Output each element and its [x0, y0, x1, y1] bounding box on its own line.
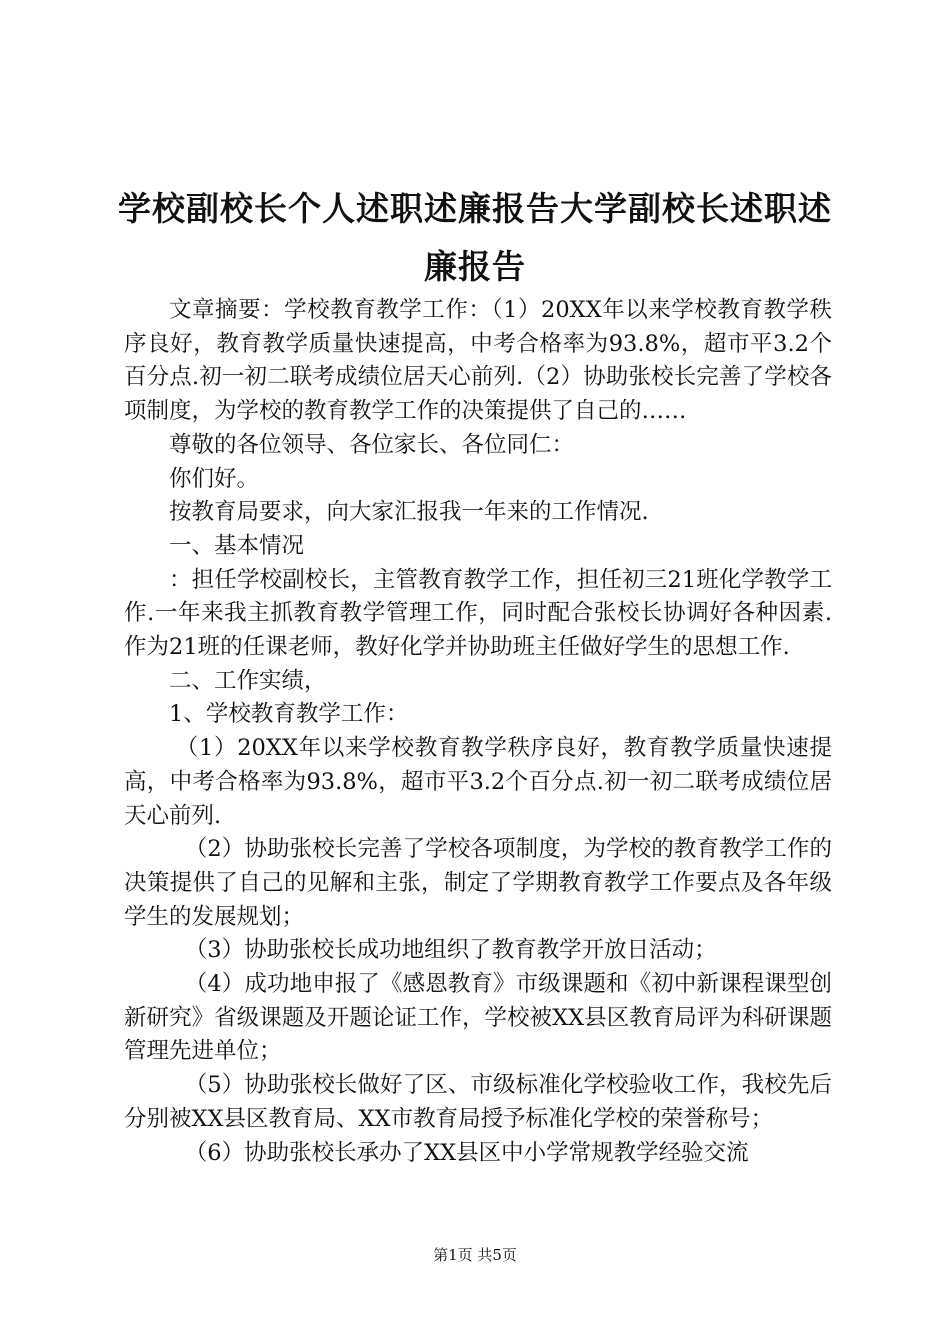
list-item: （5）协助张校长做好了区、市级标准化学校验收工作，我校先后分别被XX县区教育局、XX市教育局授予标准化学校的荣誉称号； [124, 1072, 832, 1132]
list-item: （4）成功地申报了《感恩教育》市级课题和《初中新课程课型创新研究》省级课题及开题论证工作，学校被XX县区教育局评为科研课题管理先进单位； [124, 971, 832, 1065]
page-footer: 第1页 共5页 [433, 1246, 517, 1264]
basic-info-paragraph: ：担任学校副校长，主管教育教学工作，担任初三21班化学教学工作.一年来我主抓教育教学管理工作，同时配合张校长协调好各种因素.作为21班的任课老师，教好化学并协助班主任做好学生的思想工作. [124, 566, 832, 661]
subsection-heading-teaching: 1、学校教育教学工作： [169, 701, 409, 728]
section-heading-achievements: 二、工作实绩， [169, 667, 327, 694]
list-item: （6）协助张校长承办了XX县区中小学常规教学经验交流 [184, 1139, 749, 1166]
list-item: （1）20XX年以来学校教育教学秩序良好，教育教学质量快速提高，中考合格率为93.8%，超市平3.2个百分点.初一初二联考成绩位居天心前列. [124, 735, 832, 829]
greeting: 你们好。 [169, 465, 260, 492]
intro-paragraph: 按教育局要求，向大家汇报我一年来的工作情况. [169, 499, 649, 526]
section-heading-basic: 一、基本情况 [169, 532, 305, 559]
salutation: 尊敬的各位领导、各位家长、各位同仁： [169, 431, 575, 458]
list-item: （2）协助张校长完善了学校各项制度，为学校的教育教学工作的决策提供了自己的见解和主张，制定了学期教育教学工作要点及各年级学生的发展规划； [124, 836, 832, 930]
document-title: 学校副校长个人述职述廉报告大学副校长述职述廉报告 [118, 189, 832, 286]
abstract-paragraph: 文章摘要：学校教育教学工作：（1）20XX年以来学校教育教学秩序良好，教育教学质量快速提高，中考合格率为93.8%，超市平3.2个百分点.初一初二联考成绩位居天心前列.（2）协助张校长完善了学校各项制度，为学校的教育教学工作的决策提供了自己的…… [124, 297, 832, 425]
document-body [124, 294, 832, 1170]
list-item: （3）协助张校长成功地组织了教育教学开放日活动； [184, 937, 717, 964]
